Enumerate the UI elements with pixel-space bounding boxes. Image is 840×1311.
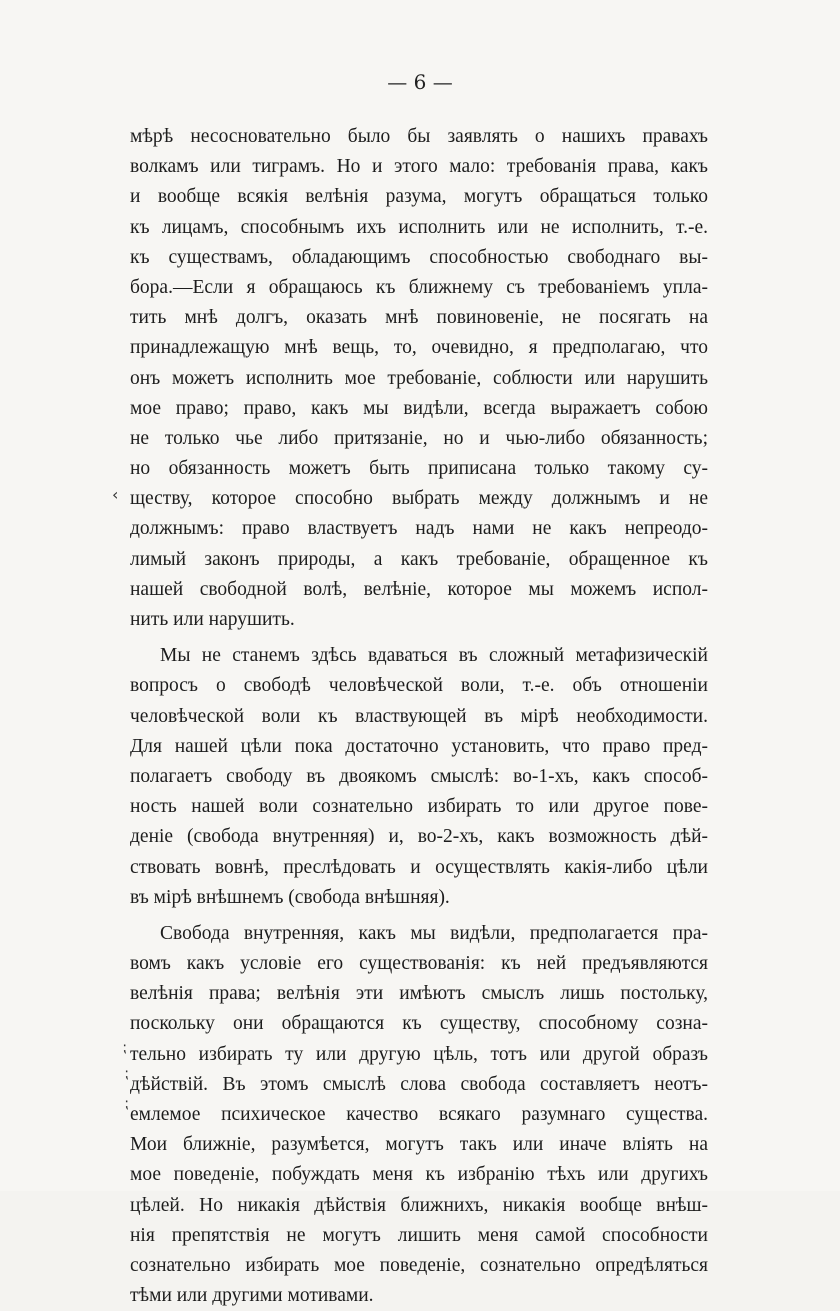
page-number: — 6 — <box>387 70 453 94</box>
paragraph-3 <box>130 919 708 1311</box>
body-text <box>130 122 708 1311</box>
text-line: емлемое психическое качество всякаго разумнаго существа. <box>130 1104 708 1125</box>
text-line: полагаетъ свободу въ двоякомъ смыслѣ: во-1-хъ, какъ способ- <box>130 765 708 787</box>
text-line: поскольку они обращаются къ существу, способному созна- <box>130 1013 708 1035</box>
paragraph-1 <box>130 122 708 635</box>
text-line: мѣрѣ несосновательно было бы заявлять о нашихъ правахъ <box>130 126 708 147</box>
text-line: нить или нарушить. <box>130 609 295 630</box>
text-line: человѣческой воли къ властвующей въ мірѣ необходимости. <box>130 705 708 727</box>
text-line: въ мірѣ внѣшнемъ (свобода внѣшняя). <box>130 886 450 908</box>
text-line: тельно избирать ту или другую цѣль, тотъ или другой образъ <box>130 1043 708 1065</box>
text-line: лимый законъ природы, а какъ требованіе, обращенное къ <box>130 548 708 570</box>
text-line: вомъ какъ условіе его существованія: къ ней предъявляются <box>130 953 708 975</box>
text-line: и вообще всякія велѣнія разума, могутъ обращаться только <box>130 186 708 208</box>
text-line: принадлежащую мнѣ вещь, то, очевидно, я предполагаю, что <box>130 337 708 359</box>
paragraph-2 <box>130 641 708 913</box>
text-line: Для нашей цѣли пока достаточно установить, что право пред- <box>130 735 708 757</box>
text-line: ствовать вовнѣ, преслѣдовать и осуществлять какія-либо цѣли <box>130 856 708 878</box>
text-line: волкамъ или тиграмъ. Но и этого мало: требованія права, какъ <box>130 156 708 178</box>
text-line: не только чье либо притязаніе, но и чью-либо обязанность; <box>130 427 708 449</box>
text-line: цѣлей. Но никакія дѣйствія ближнихъ, никакія вообще внѣш- <box>130 1194 708 1216</box>
text-line: къ существамъ, обладающимъ способностью свободнаго вы- <box>130 246 708 268</box>
text-line: должнымъ: право властвуетъ надъ нами не какъ непреодо- <box>130 518 708 540</box>
text-line: онъ можетъ исполнить мое требованіе, соблюсти или нарушить <box>130 367 708 389</box>
text-line: но обязанность можетъ быть приписана только такому су- <box>130 458 708 480</box>
text-line: къ лицамъ, способнымъ ихъ исполнить или не исполнить, т.-е. <box>130 216 708 238</box>
text-line: нія препятствія не могутъ лишить меня самой способности <box>130 1224 708 1246</box>
margin-mark: ⁏ <box>122 1040 127 1056</box>
text-line: ность нашей воли сознательно избирать то или другое пове- <box>130 796 708 818</box>
text-line: велѣнія права; велѣнія эти имѣютъ смыслъ лишь постольку, <box>130 983 708 1005</box>
text-line: мое поведеніе, побуждать меня къ избранію тѣхъ или другихъ <box>130 1164 708 1186</box>
text-line: дѣйствій. Въ этомъ смыслѣ слова свобода составляетъ неотъ- <box>130 1073 708 1095</box>
text-line: тить мнѣ долгъ, оказать мнѣ повиновеніе, не посягать на <box>130 307 708 329</box>
text-line: нашей свободной волѣ, велѣніе, которое мы можемъ испол- <box>130 578 708 600</box>
text-line: бора.—Если я обращаюсь къ ближнему съ требованіемъ упла- <box>130 276 708 298</box>
margin-mark: ⁏ <box>124 1096 129 1112</box>
text-line: Мои ближніе, разумѣется, могутъ такъ или иначе влiять на <box>130 1134 708 1156</box>
text-line: мое право; право, какъ мы видѣли, всегда выражаетъ собою <box>130 397 708 419</box>
text-line: Мы не станемъ здѣсь вдаваться въ сложный метафизическій <box>160 645 708 667</box>
text-line: ществу, которое способно выбрать между должнымъ и не <box>130 488 708 510</box>
margin-mark: ⁏ <box>124 1066 129 1082</box>
text-line: сознательно избирать мое поведеніе, сознательно опредѣляться <box>130 1254 708 1276</box>
margin-mark: ‹ <box>112 485 119 504</box>
text-line: Свобода внутренняя, какъ мы видѣли, предполагается пра- <box>160 922 708 944</box>
text-line: вопросъ о свободѣ человѣческой воли, т.-е. объ отношеніи <box>130 675 708 697</box>
text-line: тѣми или другими мотивами. <box>130 1285 374 1307</box>
text-line: деніе (свобода внутренняя) и, во-2-хъ, какъ возможность дѣй- <box>130 826 708 848</box>
